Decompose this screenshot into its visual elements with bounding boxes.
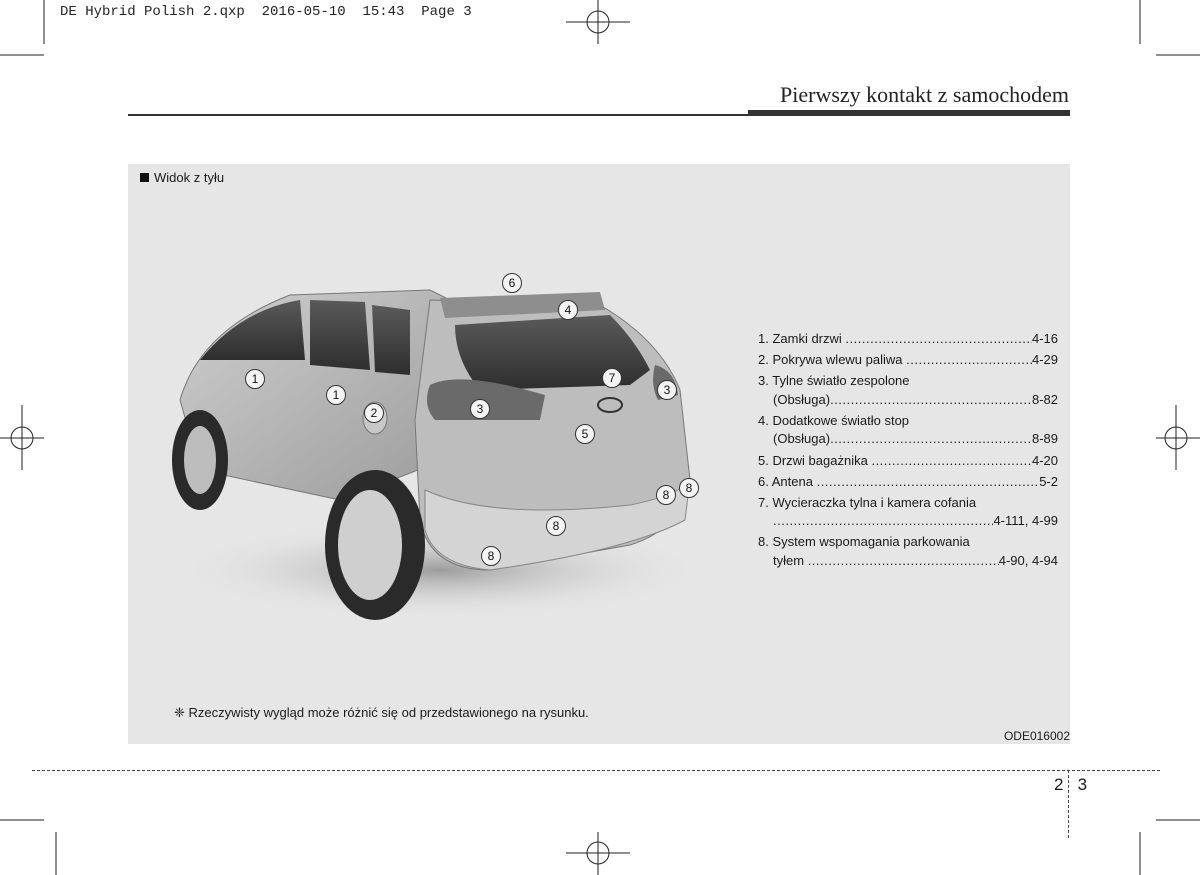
chapter-title: Pierwszy kontakt z samochodem xyxy=(780,82,1069,107)
page-ref-link[interactable]: 8-89 xyxy=(1031,431,1058,447)
callout-parking-sensor: 8 xyxy=(481,546,501,566)
legend-item: 5. Drzwi bagażnika ..... 4-20 xyxy=(758,452,1058,471)
legend-item: 7. Wycieraczka tylna i kamera cofania ..... 4-111, 4-99 xyxy=(758,494,1058,531)
callout-parking-sensor: 8 xyxy=(679,478,699,498)
callout-door-lock-front: 1 xyxy=(245,369,265,389)
page-ref-link[interactable]: 8-82 xyxy=(1031,391,1058,407)
page-number xyxy=(1054,775,1087,795)
page-ref-link[interactable]: 4-111, 4-99 xyxy=(993,513,1058,529)
page-number-value: 3 xyxy=(1077,775,1088,794)
header-rule xyxy=(128,114,748,116)
page-ref-link[interactable]: 4-20 xyxy=(1031,452,1058,468)
page-ref-link[interactable]: 5-2 xyxy=(1039,473,1058,489)
page-ref-link[interactable]: 4-29 xyxy=(1031,352,1058,368)
footer-rule xyxy=(32,770,1160,771)
callout-antenna: 6 xyxy=(502,273,522,293)
callout-parking-sensor: 8 xyxy=(546,516,566,536)
legend-item: 1. Zamki drzwi ..... 4-16 xyxy=(758,330,1058,349)
callout-tail-light-right: 3 xyxy=(657,380,677,400)
section-label xyxy=(140,170,224,185)
figure-code: ODE016002 xyxy=(1003,729,1070,743)
callout-door-lock-rear: 1 xyxy=(326,385,346,405)
section-label-text: Widok z tyłu xyxy=(154,170,225,185)
chapter-number: 2 xyxy=(1054,775,1064,794)
legend-item: 2. Pokrywa wlewu paliwa ..... 4-29 xyxy=(758,351,1058,370)
square-bullet-icon xyxy=(140,173,149,182)
header-rule-thick xyxy=(748,110,1070,116)
parts-legend xyxy=(758,330,1058,573)
disclaimer-note: ❈ Rzeczywisty wygląd może różnić się od przedstawionego na rysunku. xyxy=(174,705,589,720)
print-header: DE Hybrid Polish 2.qxp 2016-05-10 15:43 Page 3 xyxy=(60,4,472,20)
callout-wiper-camera: 7 xyxy=(602,368,622,388)
callout-parking-sensor: 8 xyxy=(656,485,676,505)
page-ref-link[interactable]: 4-16 xyxy=(1031,331,1058,346)
legend-item: 4. Dodatkowe światło stop (Obsługa) ..... 8-89 xyxy=(758,412,1058,449)
callout-tail-light-left: 3 xyxy=(470,399,490,419)
callout-fuel-filler: 2 xyxy=(364,403,384,423)
car-rear-illustration xyxy=(160,270,720,630)
page-ref-link[interactable]: 4-90, 4-94 xyxy=(998,553,1058,569)
callout-stop-light: 4 xyxy=(558,300,578,320)
callout-tailgate: 5 xyxy=(575,424,595,444)
legend-item: 8. System wspomagania parkowania tyłem ..... 4-90, 4-94 xyxy=(758,533,1058,570)
legend-item: 3. Tylne światło zespolone (Obsługa) ..... 8-82 xyxy=(758,372,1058,409)
legend-item: 6. Antena ..... 5-2 xyxy=(758,473,1058,492)
